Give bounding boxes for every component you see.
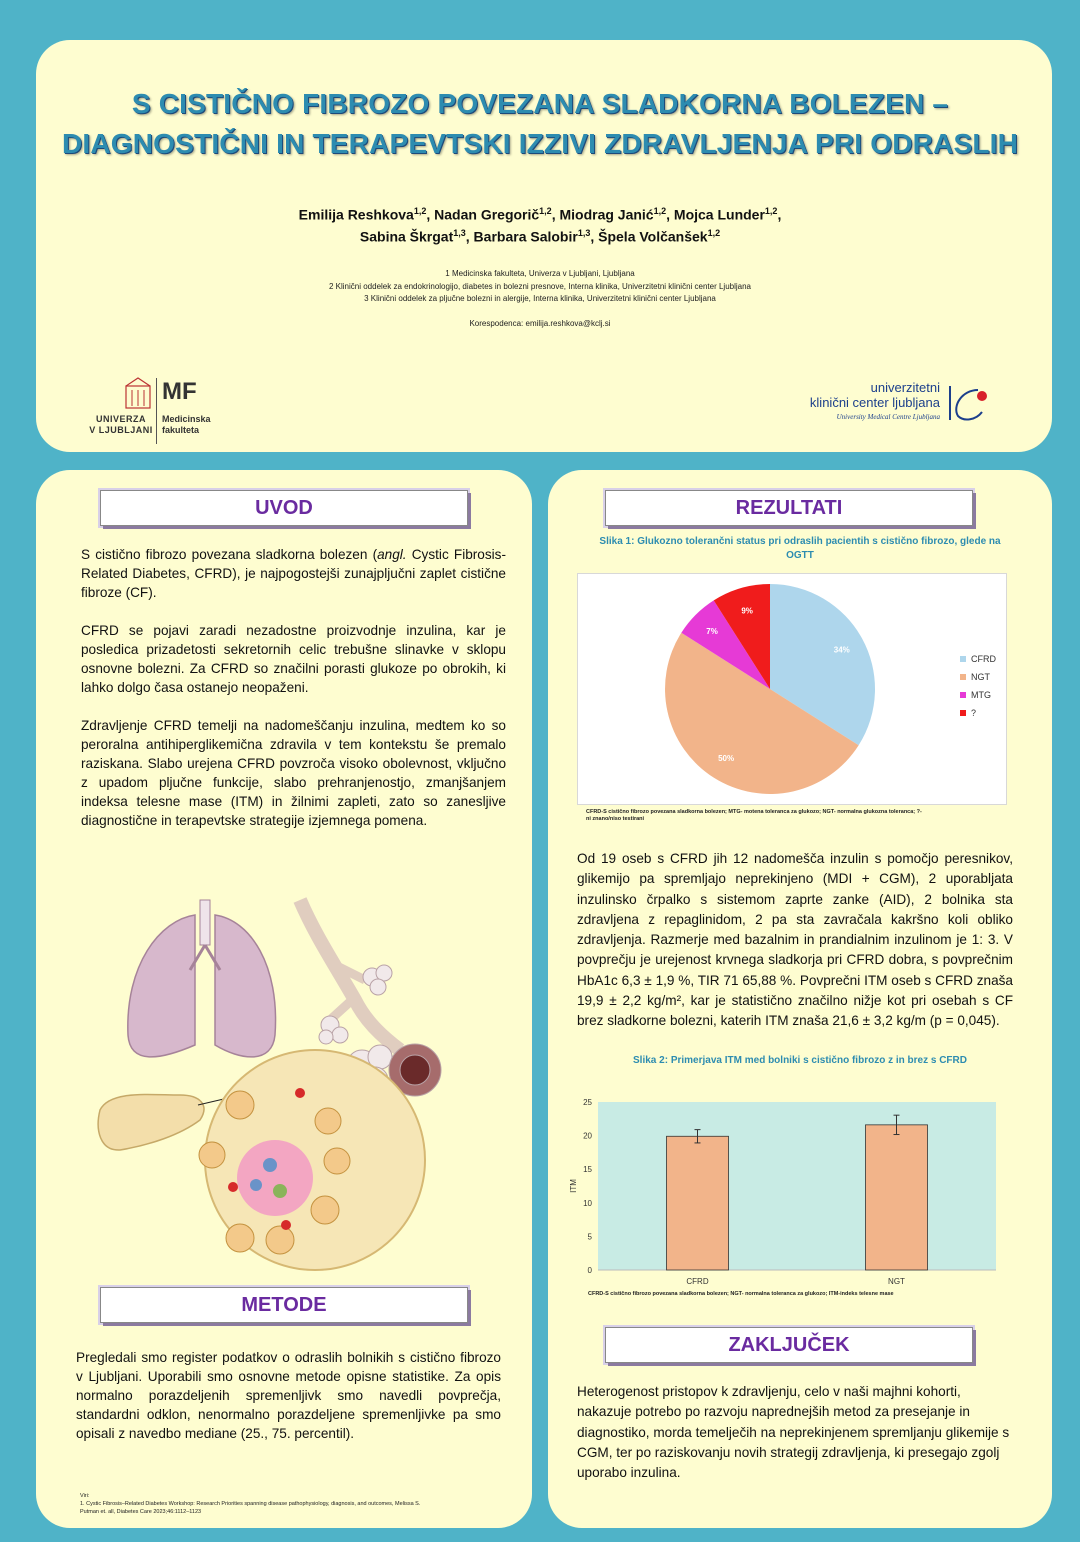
figure-1-note: CFRD-S cistično fibrozo povezana sladkorna bolezen; MTG- motena toleranca za glukozo; NGT- normalna glukozna toleranca; ?- ni znano/niso testirani — [586, 809, 922, 822]
y-tick-label: 0 — [587, 1266, 592, 1275]
legend-label: ? — [971, 708, 977, 718]
legend-swatch — [960, 656, 966, 662]
mf-mark: MF — [162, 378, 197, 405]
uvod-paragraph-2: CFRD se pojavi zaradi nezadostne proizvodnje inzulina, kar je posledica prizadetosti sekretornih celic trebušne slinavke v sklopu osnovne bolezni. Za CFRD so značilni porasti glukoze po obrokih, ki lahko dolgo časa ostanejo neopaženi. — [81, 623, 506, 695]
y-tick-label: 5 — [587, 1232, 592, 1242]
rezultati-heading: REZULTATI — [605, 490, 973, 526]
y-axis-label: ITM — [569, 1179, 578, 1193]
cf-organs-illustration — [90, 895, 470, 1275]
x-tick-label: NGT — [888, 1277, 905, 1286]
legend-label: NGT — [971, 672, 990, 682]
y-tick-label: 25 — [583, 1098, 592, 1107]
pie-data-label: 9% — [741, 606, 753, 616]
affiliations: 1 Medicinska fakulteta, Univerza v Ljubljani, Ljubljana 2 Klinični oddelek za endokrinologijo, diabetes in bolezni presnove, Interna klinika, Univerzitetni klinični center Ljubljana 3 Klinični oddelek za pljučne bolezni in alergije, Interna klinika, Univerzitetni klinični center Ljubljana — [328, 269, 752, 303]
ukc-emblem-icon — [944, 382, 994, 424]
zakljucek-text: Heterogenost pristopov k zdravljenju, celo v naši majhni kohorti, nakazuje potrebo po razvoju naprednejših metod za presejanje in diagnostiko, morda temelječih na neprekinjenem spremljanju glikemije s CGM, ter po raziskovanju novih strategij zdravljenja, ki presegajo zgolj uporabo inzulina. — [577, 1384, 1010, 1481]
rezultati-text: Od 19 oseb s CFRD jih 12 nadomešča inzulin s pomočjo peresnikov, glikemijo pa spremljajo neprekinjeno (MDI + CGM), 2 uporabljata inzulinsko črpalko s sistemom zaprte zanke (AID), 2 bolnika sta zdravljena z repaglinidom, 2 pa sta zavračala kakršno koli obliko zdravljenja. Razmerje med bazalnim in prandialnim inzulinom je 1: 3. V povprečju je urejenost krvnega sladkorja pri CFRD dobra, s povprečnim HbA1c 6,3 ± 1,9 %, TIR 71 65,88 %. Povprečni ITM oseb s CFRD znaša 19,9 ± 2,2 kg/m², kar je statistično značilno nižje kot pri osebah s CF brez sladkorne bolezni, katerih ITM znaša 21,6 ± 3,2 kg/m (p = 0,045). — [577, 851, 1013, 1029]
x-tick-label: CFRD — [686, 1277, 709, 1286]
metode-paragraph-1: Pregledali smo register podatkov o odraslih bolnikih s cistično fibrozo v Ljubljani. Uporabili smo osnovne metode opisne statistike. Za opis normalno porazdeljenih spremenljivk smo navedli povprečja, standardni odklon, nenormalno porazdeljene spremenljivke pa smo opisali z navedbo mediane (25., 75. percentil). — [76, 1350, 501, 1441]
pancreatic-islet-icon — [199, 1050, 425, 1270]
pie-data-label: 7% — [706, 627, 718, 637]
authors-line-1: Emilija Reshkova$^{1,2}$, Nadan Gregorič$^{1,2}$, Miodrag Janić$^{1,2}$, Mojca Lunder$^{1,2}$, — [298, 206, 782, 223]
legend-swatch — [960, 674, 966, 680]
uni-name: UNIVERZA V LJUBLJANI — [89, 414, 153, 435]
pie-data-label: 34% — [833, 645, 850, 655]
y-tick-label: 15 — [583, 1165, 592, 1175]
poster-title-line-1: S CISTIČNO FIBROZO POVEZANA SLADKORNA BOLEZEN – — [131, 88, 949, 119]
metode-heading: METODE — [100, 1287, 468, 1323]
figure-1-caption: Slika 1: Glukozno tolerančni status pri odraslih pacientih s cistično fibrozo, glede na OGTT — [599, 536, 1001, 561]
uvod-text — [81, 545, 506, 849]
university-crest-icon — [122, 376, 154, 410]
figure-2-caption: Slika 2: Primerjava ITM med bolniki s cistično fibrozo z in brez s CFRD — [633, 1055, 967, 1066]
bar-cfrd — [667, 1136, 729, 1270]
mf-name: Medicinska fakulteta — [162, 414, 211, 435]
metode-text — [76, 1348, 501, 1462]
pie-chart-frame — [577, 573, 1007, 805]
lungs-icon — [128, 900, 276, 1057]
y-tick-label: 10 — [583, 1198, 592, 1208]
zakljucek-heading: ZAKLJUČEK — [605, 1327, 973, 1363]
authors-line-2: Sabina Škrgat$^{1,3}$, Barbara Salobir$^{1,3}$, Špela Volčanšek$^{1,2}$ — [359, 228, 721, 245]
ukc-name: univerzitetni klinični center ljubljana University Medical Centre Ljubljana — [809, 380, 940, 421]
bar-ngt — [866, 1125, 928, 1270]
references: Viri: 1. Cystic Fibrosis–Related Diabetes Workshop: Research Priorities spanning disease pathophysiology, diagnosis, and outcomes, Melissa S. Putman et. all, Diabetes Care 2023;46:1112–1123 — [80, 1493, 421, 1515]
pie-data-label: 50% — [718, 754, 735, 764]
plot-area — [598, 1102, 996, 1270]
legend-label: MTG — [971, 690, 991, 700]
poster-title-line-2: DIAGNOSTIČNI IN TERAPEVTSKI IZZIVI ZDRAVLJENJA PRI ODRASLIH — [61, 128, 1019, 159]
legend-swatch — [960, 710, 966, 716]
uvod-paragraph-1: S cistično fibrozo povezana sladkorna bolezen (angl. Cystic Fibrosis-Related Diabetes, CFRD), je najpogostejši zunajpljučni zaplet cistične fibroze (CF). — [81, 547, 506, 600]
logo-divider — [156, 378, 157, 444]
correspondence: Korespodenca: emilija.reshkova@kclj.si — [469, 319, 611, 328]
pie-chart — [578, 574, 1006, 804]
uvod-heading: UVOD — [100, 490, 468, 526]
legend-swatch — [960, 692, 966, 698]
uvod-paragraph-3: Zdravljenje CFRD temelji na nadomeščanju inzulina, medtem ko so peroralna antihiperglikemična zdravila v tem kontekstu še premalo raziskana. Slabo urejena CFRD povzroča visoko obolevnost, vključno z upadom pljučne funkcije, slabo prehranjenostjo, zmanjšanjem indeksa telesne mase (ITM) in žilnimi zapleti, zato so zanesljive diagnostične in terapevtske strategije izjemnega pomena. — [81, 718, 506, 828]
y-tick-label: 20 — [583, 1131, 592, 1141]
bar-chart — [560, 1090, 1010, 1300]
figure-2-note: CFRD-S cistično fibrozo povezana sladkorna bolezen; NGT- normalna toleranca za glukozo; ITM-indeks telesne mase — [588, 1291, 894, 1297]
legend-label: CFRD — [971, 654, 996, 664]
